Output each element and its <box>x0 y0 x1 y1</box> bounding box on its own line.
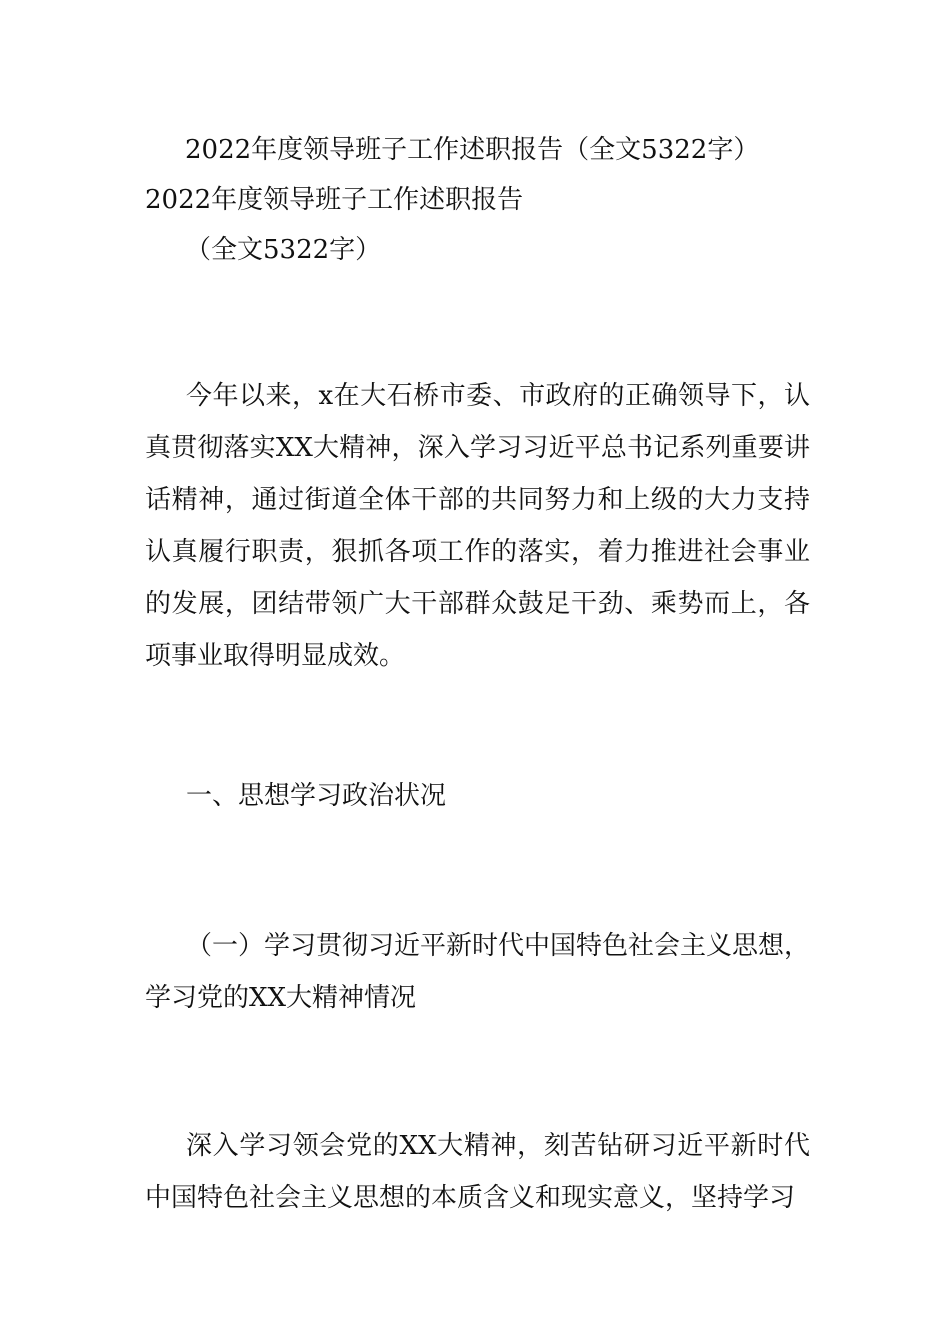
title-line-full: 2022年度领导班子工作述职报告（全文5322字） <box>185 135 760 165</box>
section-heading: 一、思想学习政治状况 <box>186 781 447 811</box>
title-line-main: 2022年度领导班子工作述职报告 <box>145 185 524 215</box>
intro-paragraph: 今年以来，x在大石桥市委、市政府的正确领导下，认真贯彻落实XX大精神，深入学习习近平总书记系列重要讲话精神，通过街道全体干部的共同努力和上级的大力支持认真履行职责，狠抓各项工作的落实，着力推进社会事业的发展，团结带领广大干部群众鼓足干劲、乘势而上，各项事业取得明显成效。 <box>145 381 810 671</box>
body-paragraph: 深入学习领会党的XX大精神，刻苦钻研习近平新时代中国特色社会主义思想的本质含义和现实意义，坚持学习 <box>145 1131 810 1213</box>
title-line-wordcount: （全文5322字） <box>185 235 382 265</box>
subsection-heading: （一）学习贯彻习近平新时代中国特色社会主义思想，学习党的XX大精神情况 <box>145 931 811 1013</box>
